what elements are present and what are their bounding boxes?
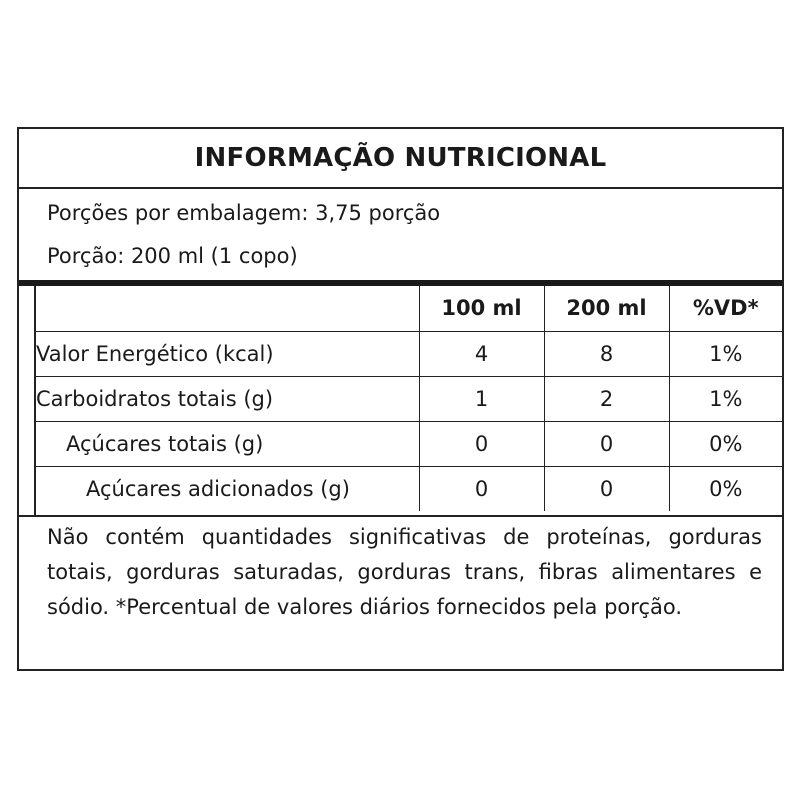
footnote-text: Não contém quantidades significativas de proteínas, gorduras totais, gorduras saturadas, gorduras trans, fibras alimentares e sódio. *Percentual de valores diários fornecidos pela porção. [47, 525, 762, 619]
cell-100ml: 0 [419, 421, 544, 466]
serving-size: Porção: 200 ml (1 copo) [47, 244, 298, 268]
cell-200ml: 0 [544, 466, 669, 511]
row-label: Açúcares adicionados (g) [36, 466, 419, 511]
footnote-divider [19, 515, 782, 517]
table-row [36, 331, 782, 376]
cell-200ml: 0 [544, 421, 669, 466]
header-100ml: 100 ml [419, 286, 544, 331]
header-daily-value: %VD* [669, 286, 782, 331]
table-row [36, 466, 782, 511]
cell-daily-value: 1% [669, 376, 782, 421]
cell-100ml: 0 [419, 466, 544, 511]
table-row [36, 421, 782, 466]
cell-100ml: 4 [419, 331, 544, 376]
table-header-row [36, 286, 782, 331]
panel-title: INFORMAÇÃO NUTRICIONAL [19, 129, 782, 189]
row-label: Valor Energético (kcal) [36, 331, 419, 376]
cell-100ml: 1 [419, 376, 544, 421]
header-empty-cell [36, 286, 419, 331]
servings-per-package: Porções por embalagem: 3,75 porção [47, 201, 441, 225]
row-label: Carboidratos totais (g) [36, 376, 419, 421]
table-row [36, 376, 782, 421]
cell-daily-value: 0% [669, 421, 782, 466]
nutrition-table [36, 286, 782, 511]
cell-daily-value: 0% [669, 466, 782, 511]
row-label: Açúcares totais (g) [36, 421, 419, 466]
cell-200ml: 2 [544, 376, 669, 421]
cell-daily-value: 1% [669, 331, 782, 376]
cell-200ml: 8 [544, 331, 669, 376]
header-200ml: 200 ml [544, 286, 669, 331]
nutrition-facts-panel [17, 127, 784, 671]
